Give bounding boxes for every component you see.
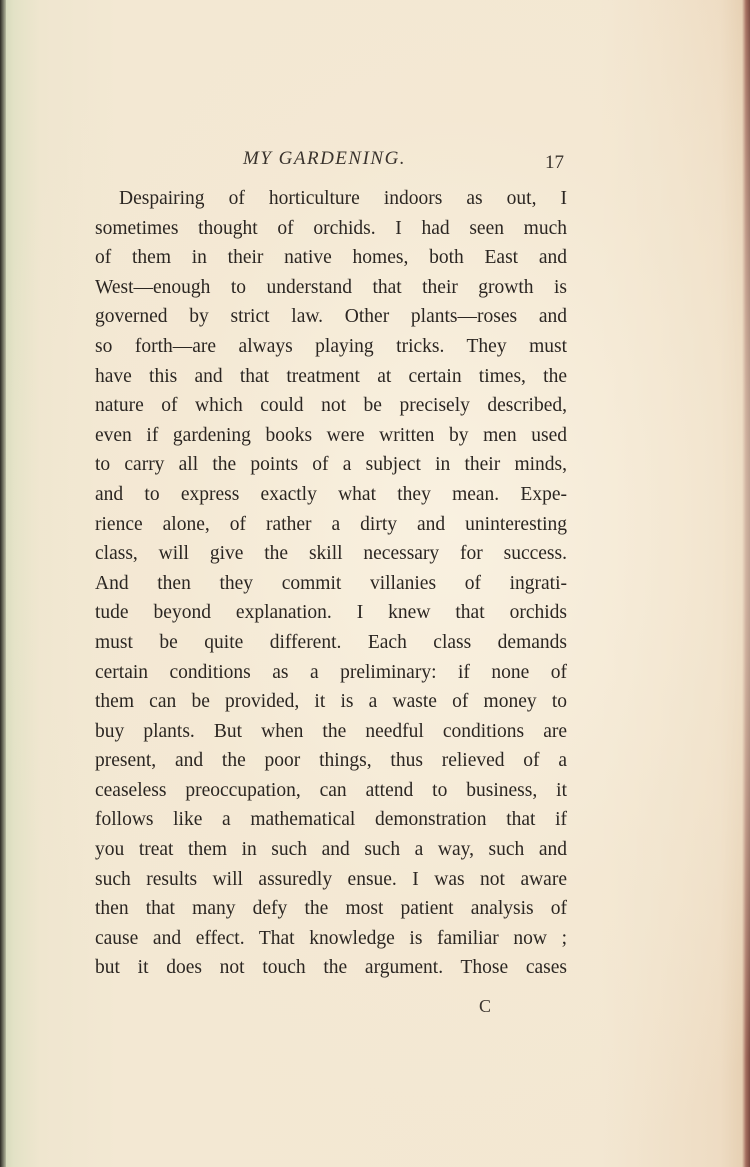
body-text: [95, 184, 567, 983]
text-line: follows like a mathematical demonstration that if: [95, 809, 567, 831]
text-line: then that many defy the most patient analysis of: [95, 898, 567, 920]
text-line: rience alone, of rather a dirty and uninteresting: [95, 513, 567, 535]
text-line: tude beyond explanation. I knew that orchids: [95, 602, 567, 624]
text-line: them can be provided, it is a waste of money to: [95, 691, 567, 713]
page-gutter-shadow: [0, 0, 6, 1167]
text-line: have this and that treatment at certain times, the: [95, 365, 567, 387]
text-line: And then they commit villanies of ingrati-: [95, 572, 567, 594]
signature-mark: C: [479, 996, 493, 1016]
running-head: [0, 148, 750, 172]
text-line: and to express exactly what they mean. Expe-: [95, 483, 567, 505]
text-line: buy plants. But when the needful conditions are: [95, 720, 567, 742]
text-line: must be quite different. Each class demands: [95, 631, 567, 653]
text-line: West—enough to understand that their growth is: [95, 276, 567, 298]
text-line: ceaseless preoccupation, can attend to business, it: [95, 779, 567, 801]
text-line: governed by strict law. Other plants—roses and: [95, 306, 567, 328]
page-number: 17: [545, 152, 564, 173]
text-line: sometimes thought of orchids. I had seen much: [95, 217, 567, 239]
text-line: you treat them in such and such a way, such and: [95, 839, 567, 861]
text-line: nature of which could not be precisely described,: [95, 395, 567, 417]
running-title: MY GARDENING.: [243, 148, 407, 169]
text-line: such results will assuredly ensue. I was not aware: [95, 868, 567, 890]
text-line: Despairing of horticulture indoors as out, I: [119, 188, 567, 209]
text-line: cause and effect. That knowledge is familiar now ;: [95, 927, 567, 949]
text-line: certain conditions as a preliminary: if none of: [95, 661, 567, 683]
text-line: so forth—are always playing tricks. They must: [95, 335, 567, 357]
text-line: to carry all the points of a subject in their minds,: [95, 454, 567, 476]
text-line: of them in their native homes, both East and: [95, 247, 567, 269]
text-line: class, will give the skill necessary for success.: [95, 543, 567, 565]
text-line: even if gardening books were written by men used: [95, 424, 567, 446]
text-line: but it does not touch the argument. Those cases: [95, 957, 567, 979]
text-line: present, and the poor things, thus relieved of a: [95, 750, 567, 772]
